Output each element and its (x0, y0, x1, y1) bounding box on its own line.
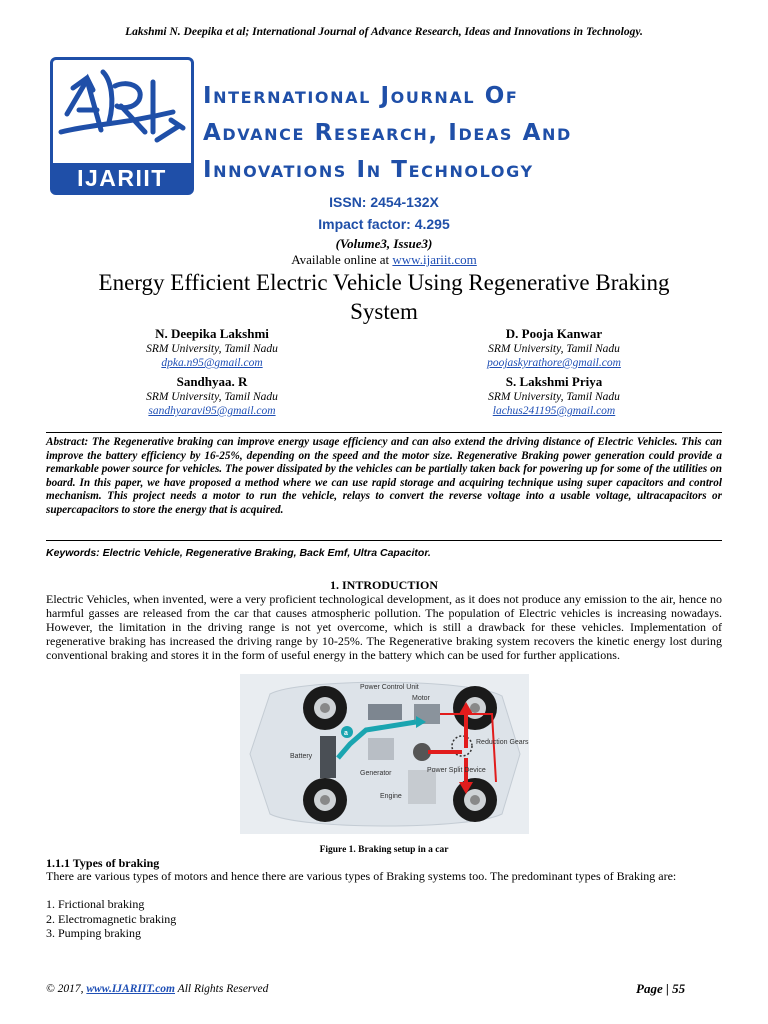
wheel-icon (453, 686, 497, 730)
author-name: D. Pooja Kanwar (505, 326, 603, 341)
paper-title-line: System (350, 299, 418, 324)
braking-types-list (46, 897, 722, 941)
label-reduction-gears: Reduction Gears (476, 739, 529, 746)
issn: ISSN: 2454-132X (329, 194, 439, 210)
copyright-prefix: © 2017, (46, 983, 87, 995)
label-battery: Battery (290, 753, 313, 760)
available-online (0, 252, 768, 268)
journal-title-line: Innovations In Technology (203, 157, 534, 183)
footer-copyright (46, 983, 268, 995)
volume-issue: (Volume3, Issue3) (335, 236, 433, 251)
author-name: N. Deepika Lakshmi (155, 326, 269, 341)
car-diagram (240, 674, 529, 834)
author-block (62, 326, 362, 370)
wheel-icon (453, 778, 497, 822)
author-name: Sandhyaa. R (176, 374, 248, 389)
keywords: Keywords: Electric Vehicle, Regenerative Braking, Back Emf, Ultra Capacitor. (46, 547, 431, 559)
logo-band: IJARIIT (50, 163, 194, 193)
journal-title-line: International Journal Of (203, 83, 519, 109)
page-number: Page | 55 (636, 981, 686, 996)
author-email[interactable]: dpka.n95@gmail.com (161, 357, 263, 369)
footer-website-link[interactable]: www.IJARIIT.com (86, 983, 175, 995)
wheel-icon (303, 686, 347, 730)
figure-caption: Figure 1. Braking setup in a car (319, 845, 449, 855)
journal-title-line: Advance Research, Ideas And (203, 120, 572, 146)
label-generator: Generator (360, 770, 392, 777)
section-heading: 1. INTRODUCTION (329, 578, 438, 592)
paper-title (40, 268, 728, 326)
author-email[interactable]: sandhyaravi95@gmail.com (148, 405, 276, 417)
impact-factor: Impact factor: 4.295 (318, 216, 450, 232)
label-power-control-unit: Power Control Unit (360, 684, 419, 691)
copyright-suffix: All Rights Reserved (175, 983, 269, 995)
author-name: S. Lakshmi Priya (505, 374, 603, 389)
abstract: Abstract: The Regenerative braking can improve energy usage efficiency and can also extend the driving distance of Electric Vehicles. This can improve the battery efficiency by 16-25%, depending on the speed and the motor size. Regenerative Braking power generation could provide a remarkable power source for vehicles. The power dissipated by the vehicles can be partially taken back for powering up for some of the utilities on board. In this paper, we have proposed a method where we can use rapid storage and acquiring technique using super capacitors and control mechanism. This project needs a motor to run the vehicle, relays to convert the reverse voltage into a usable voltage, ultracapacitors or supercapacitors to store the energy that is acquired. (46, 432, 722, 541)
running-header: Lakshmi N. Deepika et al; International Journal of Advance Research, Ideas and Innovations in Technology. (125, 26, 643, 38)
author-affiliation: SRM University, Tamil Nadu (488, 391, 620, 403)
types-intro: There are various types of motors and hence there are various types of Braking systems too. The predominant types of Braking are: (46, 869, 677, 883)
available-prefix: Available online at (291, 252, 393, 267)
list-item: 3. Pumping braking (46, 926, 141, 940)
author-affiliation: SRM University, Tamil Nadu (488, 343, 620, 355)
author-block (62, 374, 362, 418)
label-motor: Motor (412, 695, 430, 702)
author-affiliation: SRM University, Tamil Nadu (146, 343, 278, 355)
paper-title-line: Energy Efficient Electric Vehicle Using Regenerative Braking (98, 270, 670, 295)
author-block (404, 326, 704, 370)
list-item: 1. Frictional braking (46, 897, 145, 911)
list-item: 2. Electromagnetic braking (46, 911, 177, 926)
generator-icon (368, 738, 394, 760)
logo-emblem-icon (53, 60, 191, 160)
battery-icon (320, 736, 336, 778)
power-control-unit-icon (368, 704, 402, 720)
author-affiliation: SRM University, Tamil Nadu (146, 391, 278, 403)
author-block (404, 374, 704, 418)
journal-website-link[interactable]: www.ijariit.com (392, 252, 477, 267)
engine-icon (408, 770, 436, 804)
author-email[interactable]: poojaskyrathore@gmail.com (487, 357, 621, 369)
subsection-heading: 1.1.1 Types of braking (46, 856, 160, 870)
label-marker: a (344, 730, 348, 737)
intro-paragraph: Electric Vehicles, when invented, were a very proficient technological development, as it does not produce any emission to the air, hence no harmful gasses are released from the car that causes atmospheric pollution. The population of Electric vehicles is increasing nowadays. However, the limitation in the driving range is not yet overcome, which is still a drawback for these vehicles. Implementation of regenerative braking has increased the driving range by 10-25%. The Regenerative braking system recovers the kinetic energy lost during conventional braking and stores it in the form of useful energy in the battery which can be used for further applications. (46, 592, 722, 662)
label-engine: Engine (380, 793, 402, 800)
journal-title (203, 78, 763, 189)
wheel-icon (303, 778, 347, 822)
journal-logo (50, 57, 192, 193)
figure-braking-diagram (240, 674, 529, 834)
label-power-split-device: Power Split Device (427, 767, 486, 774)
author-email[interactable]: lachus241195@gmail.com (492, 405, 616, 417)
